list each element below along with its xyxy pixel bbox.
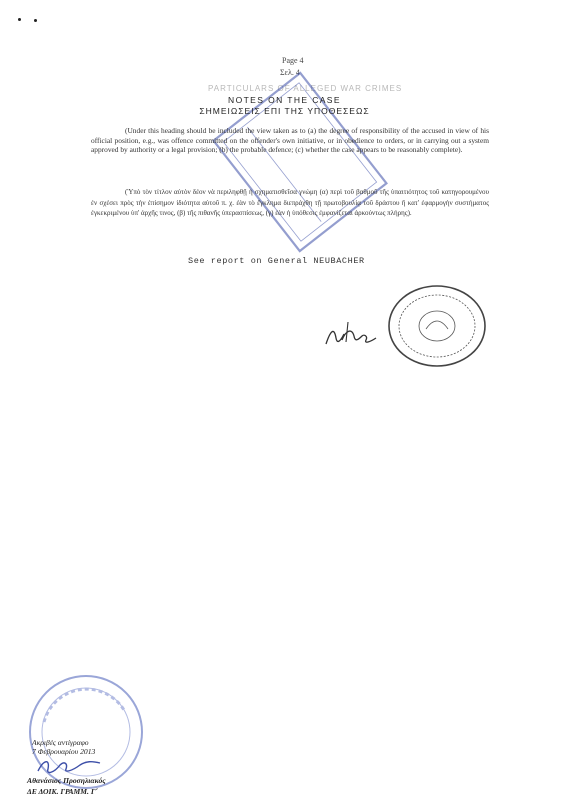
report-reference: See report on General NEUBACHER [188,256,365,266]
speck-dot [18,18,21,21]
certified-copy-date: 7 Φεβρουαρίου 2013 [32,747,96,756]
greek-page-label: Σελ. 4 [280,68,300,77]
instructions-greek: (Ὑπὸ τὸν τίτλον αὐτὸν δέον νὰ περιληφθῇ ἡ σχηματισθεῖσα γνώμη (α) περὶ τοῦ βαθμοῦ τῆς ὑπαιτιότητος τοῦ κατηγορουμένου ἐν σχέσει πρὸς τὴν ἐπίσημον ἰδιότητα αὐτοῦ π. χ. ἐὰν τὸ ἔγκλημα διεπράχθη τῇ πρωτοβουλίᾳ τοῦ δράστου ἢ κατ' ἐφαρμογὴν συστήματος ἐγκεκριμένου ὑπ' ἀρχῆς τινος, (β) τῆς πιθανῆς ὑπερασπίσεως, (γ) ἐὰν ἡ ὑπόθεσις ἐμφανίζεται ἀρκούντως πλήρης). [91,188,489,217]
official-name: Αθανάσιος Προσηλιακός [27,776,106,785]
certified-copy-label: Ακριβές αντίγραφο [32,738,89,747]
speck-dot [34,19,37,22]
council-round-seal [386,283,488,369]
faded-heading: PARTICULARS OF ALLEGED WAR CRIMES [208,84,403,93]
notes-heading-english: NOTES ON THE CASE [228,95,341,105]
ministry-diamond-stamp [200,62,403,262]
notes-heading-greek: ΣΗΜΕΙΩΣΕΙΣ ΕΠΙ ΤΗΣ ΥΠΟΘΕΣΕΩΣ [199,106,370,116]
page-label: Page 4 [282,56,304,65]
instructions-english: (Under this heading should be included the view taken as to (a) the degree of responsibility of the accused in view of his official position, e.g., was offence committed on the offender's own initiative, or in obedience to orders, or in carrying out a system approved by authority or a legal provision; (b) the probable defence; (c) whether the case appears to be reasonably complete). [91,126,489,155]
official-department: ΔΕ ΔΟΙΚ. ΓΡΑΜΜ. Γ΄ [27,787,98,796]
handwritten-initials [318,318,388,352]
